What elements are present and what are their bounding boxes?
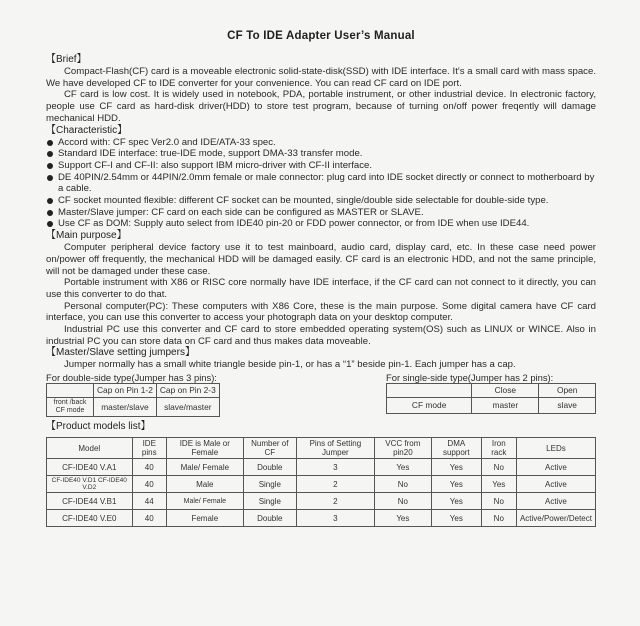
table-cell: 40 xyxy=(132,476,166,493)
table-cell: Male xyxy=(166,476,243,493)
table-cell: Active xyxy=(516,493,595,510)
characteristic-list xyxy=(46,137,596,231)
jumpers-intro: Jumper normally has a small white triangle beside pin-1, or has a “1” beside pin-1. Each jumper has a cap. xyxy=(64,359,516,371)
table-cell: slave xyxy=(539,398,596,414)
table-header-cell: IDE is Male or Female xyxy=(166,438,243,459)
list-item: Standard IDE interface: true-IDE mode, support DMA-33 transfer mode. xyxy=(46,148,596,160)
brief-paragraph-1: Compact-Flash(CF) card is a moveable electronic solid-state-disk(SSD) with IDE interface. It's a small card with mass space. We have developed CF to IDE converter for your convenience. You can read CF card on IDE port. xyxy=(46,66,596,89)
main-purpose-section xyxy=(46,230,596,347)
table-cell: Active/Power/Detect xyxy=(516,510,595,527)
table-header-cell: LEDs xyxy=(516,438,595,459)
table-cell: No xyxy=(481,459,516,476)
characteristic-section xyxy=(46,125,596,231)
single-side-label: For single-side type(Jumper has 2 pins): xyxy=(386,372,554,384)
main-purpose-heading: 【Main purpose】 xyxy=(46,230,127,242)
page-title: CF To IDE Adapter User’s Manual xyxy=(227,30,415,42)
table-header-cell: Cap on Pin 2-3 xyxy=(156,384,219,398)
table-header-row xyxy=(47,438,596,459)
table-cell: No xyxy=(481,493,516,510)
table-cell: CF-IDE40 V.D1 CF-IDE40 V.D2 xyxy=(47,476,133,493)
table-cell: Double xyxy=(243,459,296,476)
main-purpose-paragraph-3: Personal computer(PC): These computers with X86 Core, these is the main purpose. Some digital camera have CF card interface, you can use this converter to access your photograph data on your desktop computer. xyxy=(46,300,596,324)
table-cell: Single xyxy=(243,476,296,493)
table-cell: No xyxy=(481,510,516,527)
table-cell: 2 xyxy=(296,476,374,493)
table-cell: Male/ Female xyxy=(166,459,243,476)
jumpers-heading: 【Master/Slave setting jumpers】 xyxy=(46,347,195,359)
table-cell: master/slave xyxy=(94,398,157,417)
double-side-block xyxy=(46,372,220,417)
table-header-cell: Number of CF xyxy=(243,438,296,459)
table-cell: 40 xyxy=(132,459,166,476)
table-row xyxy=(47,459,596,476)
brief-heading: 【Brief】 xyxy=(46,54,87,65)
table-cell: Single xyxy=(243,493,296,510)
table-cell: Female xyxy=(166,510,243,527)
table-row xyxy=(47,493,596,510)
table-cell: Active xyxy=(516,476,595,493)
jumpers-section xyxy=(46,347,596,417)
models-heading: 【Product models list】 xyxy=(46,421,151,433)
characteristic-heading: 【Characteristic】 xyxy=(46,124,128,136)
list-item: Master/Slave jumper: CF card on each side can be configured as MASTER or SLAVE. xyxy=(46,207,596,219)
main-purpose-paragraph-2: Portable instrument with X86 or RISC core normally have IDE interface, if the CF card can not connect to it directly, you can use this converter to do that. xyxy=(46,277,596,300)
table-cell: Yes xyxy=(431,510,481,527)
table-header-cell xyxy=(47,384,94,398)
table-header-cell: Model xyxy=(47,438,133,459)
table-cell: Yes xyxy=(431,459,481,476)
table-header-cell: IDE pins xyxy=(132,438,166,459)
table-cell: CF-IDE44 V.B1 xyxy=(47,493,133,510)
brief-section xyxy=(46,54,596,125)
double-side-label: For double-side type(Jumper has 3 pins): xyxy=(46,372,217,384)
jumper-tables-row xyxy=(46,372,596,417)
list-item: CF socket mounted flexible: different CF socket can be mounted, single/double side selectable for double-side type. xyxy=(46,195,596,207)
table-header-cell: Iron rack xyxy=(481,438,516,459)
table-cell: front /back CF mode xyxy=(47,398,94,417)
table-header-cell: Open xyxy=(539,384,596,398)
single-side-block xyxy=(386,372,596,417)
main-purpose-paragraph-1: Computer peripheral device factory use it to test mainboard, audio card, display card, etc. In these case need power on/power off frequently, the mechanical HDD will be damaged easily. CF card is an electronic HDD, and not the same principle, will not be damaged under these case. xyxy=(46,242,596,277)
table-cell: 3 xyxy=(296,510,374,527)
table-cell: 2 xyxy=(296,493,374,510)
table-cell: No xyxy=(374,493,431,510)
table-row xyxy=(47,476,596,493)
main-purpose-paragraph-4: Industrial PC use this converter and CF card to store embedded operating system(OS) such as LINUX or WINCE. Also in industrial PC you can store data on CF card and thus makes data moveable. xyxy=(46,324,596,347)
table-cell: Active xyxy=(516,459,595,476)
table-header-cell xyxy=(387,384,472,398)
list-item: Support CF-I and CF-II: also support IBM micro-driver with CF-II interface. xyxy=(46,160,596,172)
table-header-cell: Close xyxy=(472,384,539,398)
table-cell: Male/ Female xyxy=(166,493,243,510)
single-side-table xyxy=(386,383,596,414)
table-cell: No xyxy=(374,476,431,493)
table-cell: Yes xyxy=(374,459,431,476)
table-cell: Yes xyxy=(481,476,516,493)
table-header-cell: Pins of Setting Jumper xyxy=(296,438,374,459)
table-cell: Yes xyxy=(374,510,431,527)
table-cell: CF mode xyxy=(387,398,472,414)
table-cell: 3 xyxy=(296,459,374,476)
list-item: DE 40PIN/2.54mm or 44PIN/2.0mm female or male connector: plug card into IDE socket directly or connect to motherboard by a cable. xyxy=(46,172,596,195)
table-cell: master xyxy=(472,398,539,414)
table-row xyxy=(47,510,596,527)
table-cell: slave/master xyxy=(156,398,219,417)
list-item: Use CF as DOM: Supply auto select from IDE40 pin-20 or FDD power connector, or from IDE when use IDE44. xyxy=(46,218,596,230)
brief-paragraph-2: CF card is low cost. It is widely used in notebook, PDA, portable instrument, or other industrial device. In electronic factory, people use CF card as hard-disk driver(HDD) to store test program, because of turning on/off power freqently will damage mechanical HDD. xyxy=(46,89,596,124)
table-cell: Yes xyxy=(431,476,481,493)
table-header-cell: DMA support xyxy=(431,438,481,459)
table-cell: CF-IDE40 V.E0 xyxy=(47,510,133,527)
models-section xyxy=(46,421,596,527)
table-cell: 40 xyxy=(132,510,166,527)
table-header-cell: Cap on Pin 1-2 xyxy=(94,384,157,398)
table-cell: Double xyxy=(243,510,296,527)
double-side-table xyxy=(46,383,220,417)
models-table xyxy=(46,437,596,527)
table-cell: Yes xyxy=(431,493,481,510)
table-header-cell: VCC from pin20 xyxy=(374,438,431,459)
table-cell: 44 xyxy=(132,493,166,510)
table-cell: CF-IDE40 V.A1 xyxy=(47,459,133,476)
list-item: Accord with: CF spec Ver2.0 and IDE/ATA-33 spec. xyxy=(46,137,596,149)
